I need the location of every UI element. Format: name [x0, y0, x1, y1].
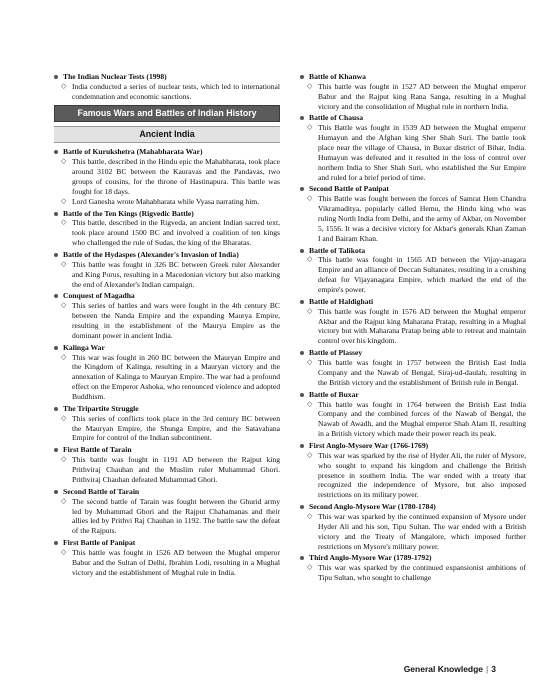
diamond-bullet-icon: ◇	[61, 81, 67, 90]
entry-point	[300, 194, 526, 243]
right-column	[300, 72, 526, 585]
entry-text: This battle was fought in 1764 between the British East India Company and the combined forces of the Nawab of Bengal, the Nawab of Awadh, and the Mughal emperor Shah Alam II, resulting in a British victory which made their power reach its peak.	[318, 399, 526, 439]
entry	[54, 538, 280, 577]
entry-point	[54, 414, 280, 444]
entry-heading: Battle of Chausa	[300, 113, 526, 123]
entry-text: This war was fought in 260 BC between the Mauryan Empire and the Kingdom of Kalinga, resulting in a Mauryan victory and the annexation of Kalinga to Mauryan Empire. The war had a profound effect on the Emperor Ashoka, who renounced violence and adopted Buddhism.	[72, 352, 280, 402]
entry-heading: Third Anglo-Mysore War (1789-1792)	[300, 553, 526, 563]
page-footer	[404, 664, 496, 674]
entry-text: This Battle was fought in 1539 AD between the Mughal emperor Humayun and the Afghan king Sher Shah Suri. The battle took place near the village of Chausa, in Buxar district of Bihar, India. Humayun was defeated and it resulted in the loss of control over northern India to Sher Shah Suri, who established the Sur Empire and ruled for a brief period of time.	[318, 123, 526, 182]
entry-text: This battle was fought in 1526 AD between the Mughal emperor Babur and the Sultan of Delhi, Ibrahim Lodi, resulting in a Mughal victory and the establishment of Mughal rule in India.	[72, 547, 280, 577]
entry	[300, 502, 526, 551]
left-entries	[54, 147, 280, 577]
entry	[54, 209, 280, 248]
entry-heading: First Battle of Panipat	[54, 538, 280, 548]
entry-point	[54, 157, 280, 196]
entry-point	[300, 358, 526, 388]
entry	[300, 184, 526, 243]
entry-point	[54, 455, 280, 485]
entry-heading: The Indian Nuclear Tests (1998)	[54, 72, 280, 82]
entry-point	[54, 260, 280, 290]
entry-text: This battle, described in the Rigveda, an ancient Indian sacred text, took place around 1500 BC and involved a coalition of ten kings who challenged the rule of Sudas, the king of the Bharatas.	[72, 218, 280, 248]
entry	[300, 390, 526, 439]
entry	[54, 250, 280, 289]
entry	[54, 343, 280, 402]
entry-heading: Battle of the Ten Kings (Rigvedic Battle)	[54, 209, 280, 219]
entry-point	[54, 197, 280, 207]
entry-heading: Battle of Buxar	[300, 390, 526, 400]
entry-text: India conducted a series of nuclear tests, which led to international condemnation and economic sanctions.	[72, 81, 280, 101]
entry-heading: Kalinga War	[54, 343, 280, 353]
diamond-bullet-icon: ◇	[61, 496, 67, 505]
entry-heading: Battle of Haldighati	[300, 297, 526, 307]
entry-point	[54, 301, 280, 340]
entry	[300, 72, 526, 111]
left-entries-top	[54, 72, 280, 102]
entry-text: This war was sparked by the continued expansionist ambitions of Tipu Sultan, who sought to challenge	[318, 563, 526, 583]
diamond-bullet-icon: ◇	[307, 358, 313, 367]
diamond-bullet-icon: ◇	[307, 306, 313, 315]
entry-point	[54, 218, 280, 248]
entry-text: This Battle was fought between the forces of Samrat Hem Chandra Vikramaditya, popularly called Hemu, the Hindu king who was ruling North India from Delhi, and the army of Akbar, on November 5, 1556. It was a decisive victory for Akbar's generals Khan Zaman I and Bairam Khan.	[318, 194, 526, 243]
diamond-bullet-icon: ◇	[307, 399, 313, 408]
entry-point	[300, 123, 526, 182]
entry-text: The second battle of Tarain was fought between the Ghurid army led by Muhammad Ghori and the Rajput Chahamanas and their allies led by Prithvi Raj Chauhan in 1192. The battle saw the defeat of the Rajputs.	[72, 496, 280, 536]
entry-point	[300, 563, 526, 583]
entry	[54, 404, 280, 443]
entry-point	[300, 400, 526, 439]
entry-point	[300, 307, 526, 346]
entry-text: This series of battles and wars were fought in the 4th century BC between the Nanda Empire and the expanding Maurya Empire, resulting in the establishment of the Maurya Empire as the dominant power in ancient India.	[72, 301, 280, 340]
entry-heading: First Battle of Tarain	[54, 445, 280, 455]
diamond-bullet-icon: ◇	[307, 194, 313, 203]
diamond-bullet-icon: ◇	[61, 455, 67, 464]
footer-label: General Knowledge	[403, 664, 484, 674]
entry-point	[300, 82, 526, 112]
entry-point	[300, 255, 526, 294]
entry-text: This battle was fought in 1565 AD between the Vijay-anagara Empire and an alliance of Deccan Sultanates, resulting in a crushing defeat for Vijayanagara Empire, which marked the end of the empire's power.	[318, 255, 526, 295]
diamond-bullet-icon: ◇	[61, 218, 67, 227]
diamond-bullet-icon: ◇	[307, 255, 313, 264]
entry-heading: Battle of the Hydaspes (Alexander's Invasion of India)	[54, 250, 280, 260]
entry-text: Lord Ganesha wrote Mahabharata while Vyasa narrating him.	[72, 196, 260, 206]
diamond-bullet-icon: ◇	[307, 450, 313, 459]
entry-heading: Battle of Kurukshetra (Mahabharata War)	[54, 147, 280, 157]
entry-heading: Second Battle of Tarain	[54, 487, 280, 497]
entry	[54, 487, 280, 536]
entry-text: This war was sparked by the rise of Hyder Ali, the ruler of Mysore, who sought to expand his kingdom and challenge the British presence in southern India. The war ended with a treaty that recognized the independence of Mysore, but also imposed restrictions on its military power.	[318, 450, 526, 500]
diamond-bullet-icon: ◇	[307, 81, 313, 90]
entry	[54, 291, 280, 340]
entry	[300, 246, 526, 295]
diamond-bullet-icon: ◇	[61, 547, 67, 556]
entry-heading: Battle of Plassey	[300, 348, 526, 358]
diamond-bullet-icon: ◇	[61, 352, 67, 361]
section-banner: Famous Wars and Battles of Indian History	[54, 105, 280, 122]
entry	[300, 297, 526, 346]
diamond-bullet-icon: ◇	[307, 511, 313, 520]
diamond-bullet-icon: ◇	[61, 259, 67, 268]
entry-text: This battle was fought in 1757 between the British East India Company and the Nawab of Bengal, Siraj-ud-daulah, resulting in the British victory and the establishment of British rule in Bengal.	[318, 358, 526, 387]
diamond-bullet-icon: ◇	[61, 157, 67, 166]
diamond-bullet-icon: ◇	[307, 123, 313, 132]
entry	[300, 113, 526, 182]
entry-point	[54, 353, 280, 402]
entry-heading: First Anglo-Mysore War (1766-1769)	[300, 441, 526, 451]
entry-point	[54, 497, 280, 536]
entry	[300, 441, 526, 500]
entry-point	[300, 451, 526, 500]
section-title: Ancient India	[54, 126, 280, 143]
entry-text: This war was sparked by the continued expansion of Mysore under Hyder Ali and his son, Tipu Sultan. The war ended with a British victory and the Treaty of Mangalore, which imposed further restrictions on Mysore's military power.	[318, 511, 526, 551]
entry-point	[54, 548, 280, 578]
entry-text: This series of conflicts took place in the 3rd century BC between the Mauryan Empire, the Shunga Empire, and the Satavahana Empire for control of the Indian subcontinent.	[72, 413, 280, 443]
entry-text: This battle, described in the Hindu epic the Mahabharata, took place around 3102 BC between the Kauravas and the Pandavas, two groups of cousins, for the throne of Hastinapura. This battle was fought for 18 days.	[72, 157, 280, 196]
entry-heading: Second Battle of Panipat	[300, 184, 526, 194]
entry	[300, 553, 526, 583]
entry-text: This battle was fought in 1191 AD between the Rajput king Prithviraj Chauhan and the Muslim ruler Muhammad Ghori. Prithviraj Chauhan defeated Muhammad Ghori.	[72, 455, 280, 484]
entry-text: This battle was fought in 326 BC between Greek ruler Alexander and King Porus, resulting in a Macedonian victory but also marking the end of Alexander's Indian campaign.	[72, 259, 280, 289]
diamond-bullet-icon: ◇	[61, 196, 67, 205]
entry-point	[54, 82, 280, 102]
diamond-bullet-icon: ◇	[307, 563, 313, 572]
entry-text: This battle was fought in 1527 AD between the Mughal emperor Babur and the Rajput king Rana Sanga, resulting in a Mughal victory and the consolidation of Mughal rule in northern India.	[318, 81, 526, 111]
entry	[54, 147, 280, 206]
page-number: 3	[491, 664, 496, 674]
diamond-bullet-icon: ◇	[61, 413, 67, 422]
diamond-bullet-icon: ◇	[61, 301, 67, 310]
entry-heading: The Tripartite Struggle	[54, 404, 280, 414]
entry-heading: Conquest of Magadha	[54, 291, 280, 301]
entry-heading: Battle of Talikota	[300, 246, 526, 256]
footer-separator: |	[486, 664, 489, 674]
entry-heading: Battle of Khanwa	[300, 72, 526, 82]
entry-text: This battle was fought in 1576 AD between the Mughal emperor Akbar and the Rajput king Maharana Pratap, resulting in a Mughal victory but with Maharana Pratap being able to retreat and maintain control over his kingdom.	[318, 306, 526, 346]
entry	[300, 348, 526, 387]
left-column	[54, 72, 280, 580]
entry	[54, 445, 280, 484]
entry-heading: Second Anglo-Mysore War (1780-1784)	[300, 502, 526, 512]
entry-point	[300, 512, 526, 551]
entry	[54, 72, 280, 102]
